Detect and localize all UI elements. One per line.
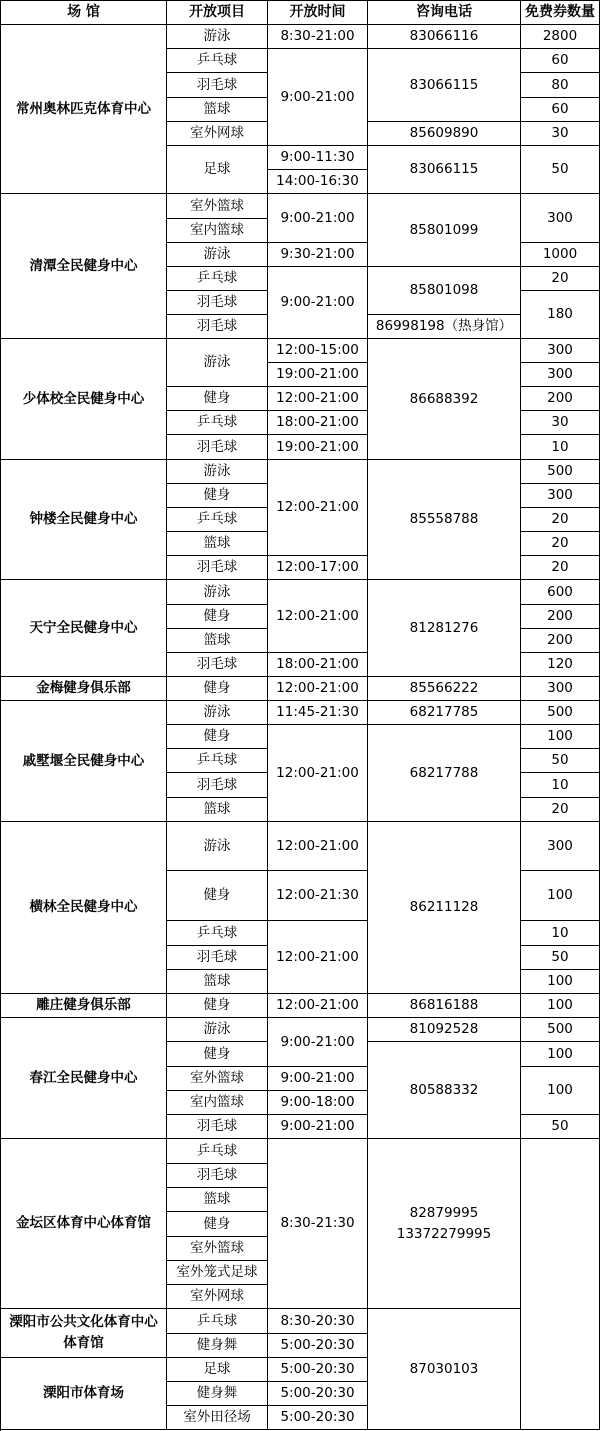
sport-cell: 乒乓球: [167, 1139, 268, 1164]
phone-cell: 86211128: [368, 822, 521, 994]
venue-cell: 溧阳市体育场: [1, 1358, 167, 1430]
venue-cell: 雕庄健身俱乐部: [1, 994, 167, 1018]
sport-cell: 室外网球: [167, 122, 268, 146]
hours-cell: 12:00-21:00: [268, 677, 368, 701]
hours-cell: 9:00-21:00: [268, 267, 368, 339]
coupon-count-cell: 60: [521, 98, 600, 122]
coupon-count-cell: 10: [521, 921, 600, 946]
sport-cell: 篮球: [167, 798, 268, 822]
coupon-count-cell: 50: [521, 946, 600, 970]
coupon-count-cell: 100: [521, 994, 600, 1018]
hours-cell: 12:00-21:00: [268, 725, 368, 822]
sport-cell: 健身: [167, 387, 268, 411]
hours-cell: 5:00-20:30: [268, 1382, 368, 1406]
header-coupons: 免费券数量: [521, 1, 600, 25]
coupon-count-cell: 20: [521, 798, 600, 822]
hours-cell: 9:30-21:00: [268, 243, 368, 267]
coupon-count-cell: 200: [521, 605, 600, 629]
coupon-count-cell: 20: [521, 508, 600, 532]
coupon-count-cell: 10: [521, 435, 600, 460]
hours-cell: 12:00-21:00: [268, 994, 368, 1018]
phone-cell: 83066116: [368, 25, 521, 49]
coupon-count-cell: 200: [521, 629, 600, 653]
sport-cell: 羽毛球: [167, 73, 268, 98]
venue-cell: 少体校全民健身中心: [1, 339, 167, 460]
sport-cell: 羽毛球: [167, 1164, 268, 1188]
coupon-count-cell: 300: [521, 677, 600, 701]
sport-cell: 篮球: [167, 1188, 268, 1212]
sport-cell: 游泳: [167, 1018, 268, 1042]
coupon-count-cell: 300: [521, 339, 600, 363]
phone-cell: 85566222: [368, 677, 521, 701]
coupon-count-cell: 300: [521, 363, 600, 387]
venue-cell: 横林全民健身中心: [1, 822, 167, 994]
phone-cell: 82879995 13372279995: [368, 1139, 521, 1309]
header-venue: 场 馆: [1, 1, 167, 25]
sport-cell: 室外篮球: [167, 1067, 268, 1091]
coupon-count-cell: 10: [521, 773, 600, 798]
sport-cell: 羽毛球: [167, 946, 268, 970]
sport-cell: 羽毛球: [167, 653, 268, 677]
venue-cell: 钟楼全民健身中心: [1, 460, 167, 580]
hours-cell: 12:00-21:00: [268, 580, 368, 653]
sport-cell: 健身舞: [167, 1334, 268, 1358]
phone-cell: 83066115: [368, 49, 521, 122]
sport-cell: 游泳: [167, 460, 268, 484]
coupon-count-cell: 300: [521, 822, 600, 871]
coupon-count-cell: 50: [521, 749, 600, 773]
sport-cell: 篮球: [167, 970, 268, 994]
coupon-count-cell: 500: [521, 701, 600, 725]
hours-cell: 12:00-21:00: [268, 921, 368, 994]
sport-cell: 羽毛球: [167, 291, 268, 315]
venue-cell: 溧阳市公共文化体育中心 体育馆: [1, 1309, 167, 1358]
sport-cell: 羽毛球: [167, 1115, 268, 1139]
coupon-count-cell: 50: [521, 146, 600, 194]
phone-cell: 87030103: [368, 1309, 521, 1430]
sport-cell: 乒乓球: [167, 1309, 268, 1334]
sport-cell: 羽毛球: [167, 773, 268, 798]
sport-cell: 游泳: [167, 580, 268, 605]
hours-cell: 5:00-20:30: [268, 1358, 368, 1382]
sport-cell: 健身: [167, 1212, 268, 1237]
hours-cell: 9:00-11:30: [268, 146, 368, 170]
sport-cell: 乒乓球: [167, 921, 268, 946]
sport-cell: 足球: [167, 146, 268, 194]
hours-cell: 12:00-15:00: [268, 339, 368, 363]
hours-cell: 9:00-21:00: [268, 194, 368, 243]
sport-cell: 室外笼式足球: [167, 1261, 268, 1285]
header-hours: 开放时间: [268, 1, 368, 25]
hours-cell: 8:30-21:30: [268, 1139, 368, 1309]
sport-cell: 乒乓球: [167, 749, 268, 773]
sport-cell: 健身: [167, 994, 268, 1018]
sport-cell: 篮球: [167, 629, 268, 653]
coupon-count-cell: 200: [521, 387, 600, 411]
coupon-count-cell: 100: [521, 725, 600, 749]
sport-cell: 足球: [167, 1358, 268, 1382]
sport-cell: 室外篮球: [167, 1237, 268, 1261]
phone-cell: 80588332: [368, 1042, 521, 1139]
venue-cell: 金梅健身俱乐部: [1, 677, 167, 701]
phone-cell: 85801099: [368, 194, 521, 267]
venue-cell: 金坛区体育中心体育馆: [1, 1139, 167, 1309]
sport-cell: 健身: [167, 871, 268, 921]
hours-cell: 8:30-20:30: [268, 1309, 368, 1334]
header-sport: 开放项目: [167, 1, 268, 25]
sport-cell: 游泳: [167, 243, 268, 267]
coupon-count-cell: 100: [521, 871, 600, 921]
hours-cell: 18:00-21:00: [268, 653, 368, 677]
coupon-count-cell: 500: [521, 1018, 600, 1042]
sport-cell: 乒乓球: [167, 411, 268, 435]
coupon-count-cell: [521, 1139, 600, 1430]
coupon-count-cell: 500: [521, 460, 600, 484]
coupon-count-cell: 120: [521, 653, 600, 677]
coupon-count-cell: 50: [521, 1115, 600, 1139]
hours-cell: 9:00-21:00: [268, 1018, 368, 1067]
sport-cell: 乒乓球: [167, 508, 268, 532]
coupon-count-cell: 300: [521, 194, 600, 243]
sport-cell: 篮球: [167, 98, 268, 122]
venue-cell: 常州奥林匹克体育中心: [1, 25, 167, 194]
sport-cell: 健身: [167, 484, 268, 508]
sport-cell: 羽毛球: [167, 556, 268, 580]
hours-cell: 14:00-16:30: [268, 170, 368, 194]
sport-cell: 室内篮球: [167, 219, 268, 243]
hours-cell: 18:00-21:00: [268, 411, 368, 435]
sport-cell: 游泳: [167, 701, 268, 725]
hours-cell: 9:00-18:00: [268, 1091, 368, 1115]
coupon-count-cell: 20: [521, 556, 600, 580]
coupon-count-cell: 100: [521, 970, 600, 994]
sport-cell: 乒乓球: [167, 49, 268, 73]
phone-cell: 85609890: [368, 122, 521, 146]
coupon-count-cell: 80: [521, 73, 600, 98]
coupon-count-cell: 100: [521, 1042, 600, 1067]
coupon-count-cell: 30: [521, 122, 600, 146]
hours-cell: 19:00-21:00: [268, 363, 368, 387]
hours-cell: 5:00-20:30: [268, 1406, 368, 1430]
venue-cell: 戚墅堰全民健身中心: [1, 701, 167, 822]
sport-cell: 健身: [167, 605, 268, 629]
coupon-count-cell: 30: [521, 411, 600, 435]
phone-cell: 68217785: [368, 701, 521, 725]
header-phone: 咨询电话: [368, 1, 521, 25]
hours-cell: 11:45-21:30: [268, 701, 368, 725]
phone-cell: 81281276: [368, 580, 521, 677]
coupon-count-cell: 20: [521, 267, 600, 291]
sport-cell: 室外田径场: [167, 1406, 268, 1430]
sport-cell: 健身舞: [167, 1382, 268, 1406]
sport-cell: 游泳: [167, 25, 268, 49]
coupon-count-cell: 100: [521, 1067, 600, 1115]
sport-cell: 健身: [167, 1042, 268, 1067]
phone-cell: 83066115: [368, 146, 521, 194]
phone-cell: 86816188: [368, 994, 521, 1018]
phone-cell: 86688392: [368, 339, 521, 460]
hours-cell: 12:00-17:00: [268, 556, 368, 580]
sport-cell: 游泳: [167, 822, 268, 871]
coupon-count-cell: 2800: [521, 25, 600, 49]
hours-cell: 9:00-21:00: [268, 1067, 368, 1091]
phone-cell: 68217788: [368, 725, 521, 822]
sport-cell: 室外篮球: [167, 194, 268, 219]
hours-cell: 19:00-21:00: [268, 435, 368, 460]
coupon-count-cell: 20: [521, 532, 600, 556]
sport-cell: 健身: [167, 677, 268, 701]
coupon-count-cell: 600: [521, 580, 600, 605]
sport-cell: 羽毛球: [167, 435, 268, 460]
hours-cell: 9:00-21:00: [268, 1115, 368, 1139]
hours-cell: 8:30-21:00: [268, 25, 368, 49]
hours-cell: 12:00-21:00: [268, 822, 368, 871]
hours-cell: 5:00-20:30: [268, 1334, 368, 1358]
venue-cell: 春江全民健身中心: [1, 1018, 167, 1139]
hours-cell: 12:00-21:00: [268, 460, 368, 556]
phone-cell: 81092528: [368, 1018, 521, 1042]
phone-cell: 85558788: [368, 460, 521, 580]
sport-cell: 游泳: [167, 339, 268, 387]
sport-cell: 篮球: [167, 532, 268, 556]
venue-cell: 清潭全民健身中心: [1, 194, 167, 339]
sport-cell: 室外网球: [167, 1285, 268, 1309]
phone-cell: 85801098: [368, 267, 521, 315]
sport-cell: 乒乓球: [167, 267, 268, 291]
coupon-count-cell: 180: [521, 291, 600, 339]
phone-cell: 86998198（热身馆）: [368, 315, 521, 339]
hours-cell: 9:00-21:00: [268, 49, 368, 146]
hours-cell: 12:00-21:30: [268, 871, 368, 921]
coupon-count-cell: 1000: [521, 243, 600, 267]
coupon-count-cell: 300: [521, 484, 600, 508]
sport-cell: 室内篮球: [167, 1091, 268, 1115]
sport-cell: 健身: [167, 725, 268, 749]
venue-cell: 天宁全民健身中心: [1, 580, 167, 677]
coupon-count-cell: 60: [521, 49, 600, 73]
sport-cell: 羽毛球: [167, 315, 268, 339]
hours-cell: 12:00-21:00: [268, 387, 368, 411]
